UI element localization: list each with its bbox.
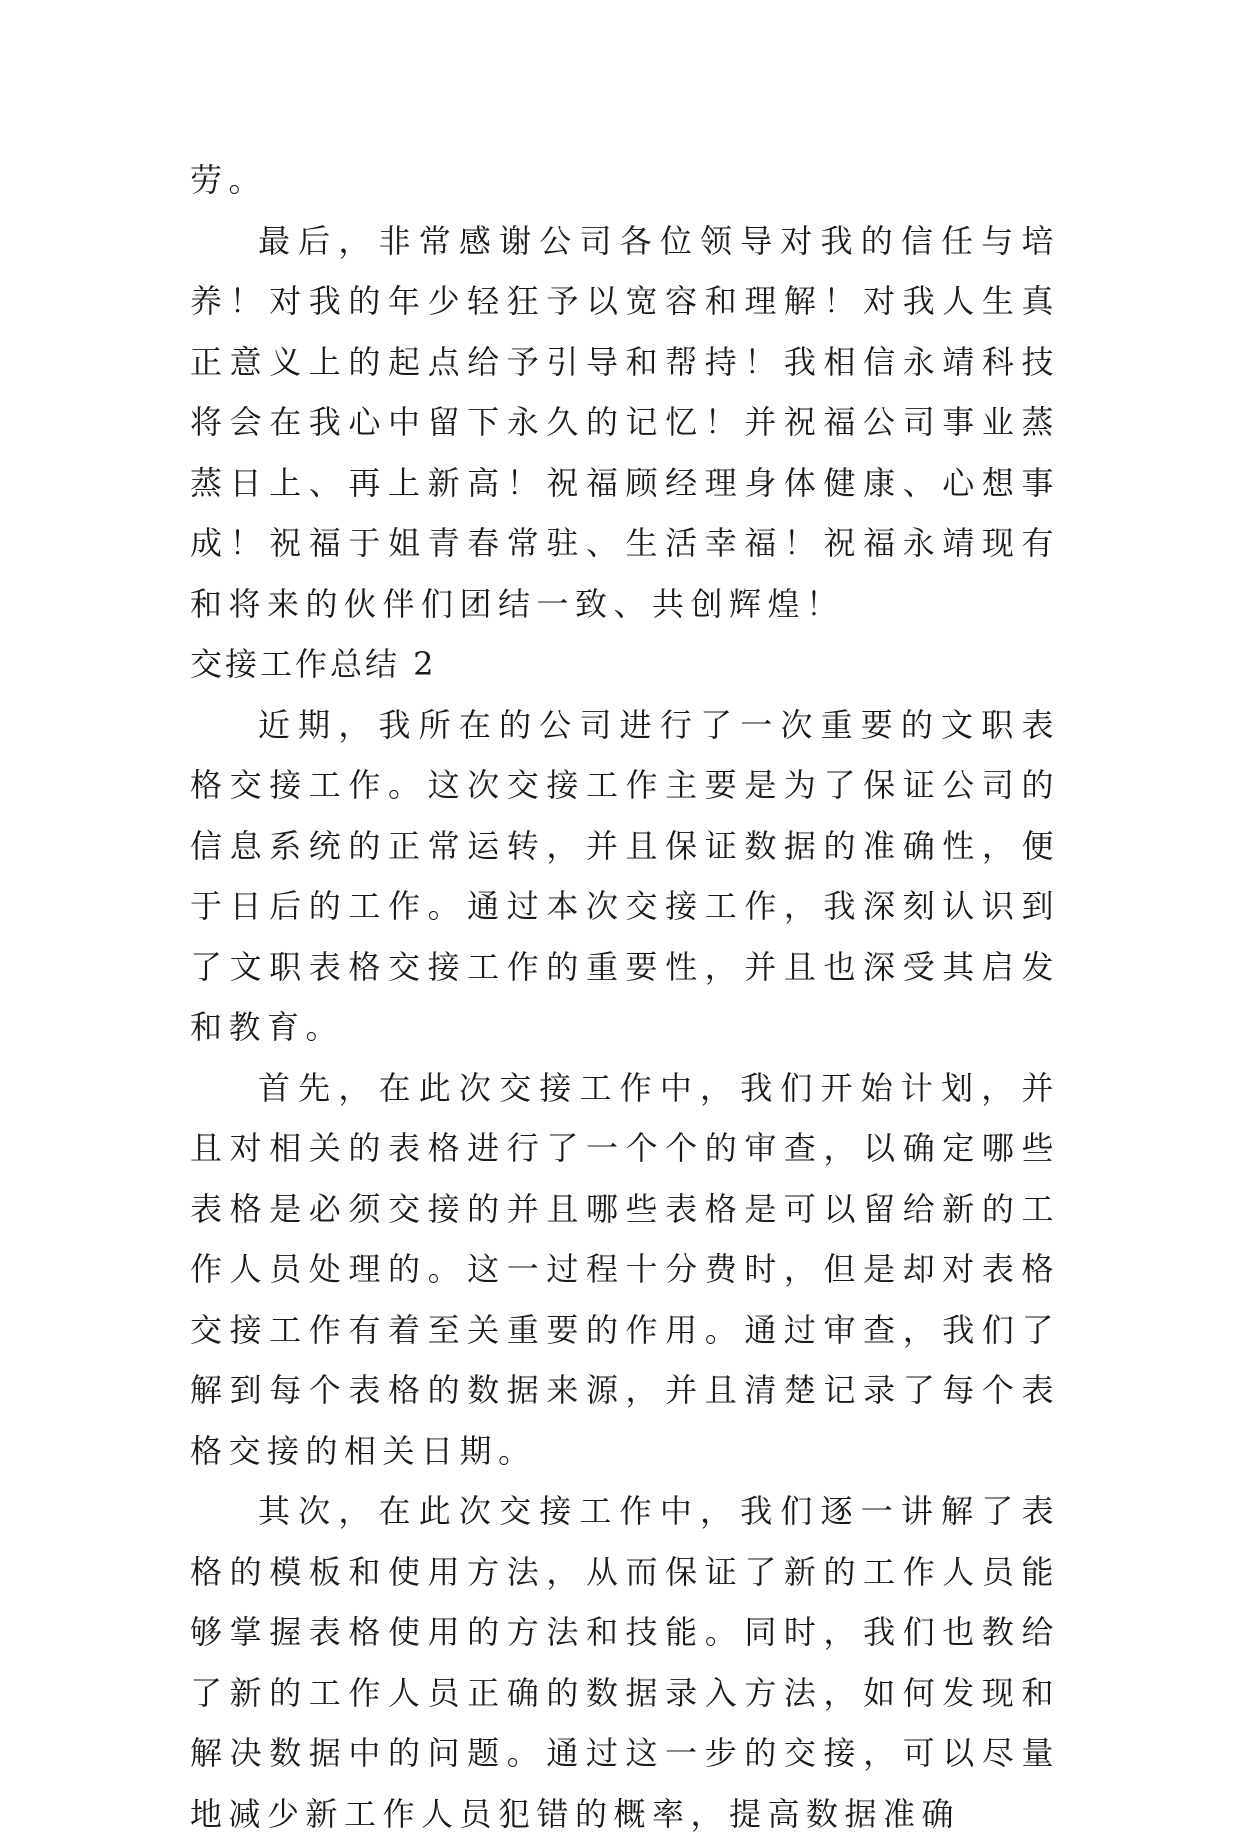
paragraph-first: 首先，在此次交接工作中，我们开始计划，并且对相关的表格进行了一个个的审查，以确定哪些表格是必须交接的并且哪些表格是可以留给新的工作人员处理的。这一过程十分费时，但是却对表格交接工作有着至关重要的作用。通过审查，我们了解到每个表格的数据来源，并且清楚记录了每个表格交接的相关日期。 <box>190 1068 1060 1470</box>
paragraph-intro: 近期，我所在的公司进行了一次重要的文职表格交接工作。这次交接工作主要是为了保证公司的信息系统的正常运转，并且保证数据的准确性，便于日后的工作。通过本次交接工作，我深刻认识到了文职表格交接工作的重要性，并且也深受其启发和教育。 <box>190 705 1060 1046</box>
paragraph-closing-fragment: 劳。 <box>190 161 268 199</box>
document-body <box>190 150 1060 1844</box>
section-title: 交接工作总结 2 <box>190 645 437 683</box>
paragraph-second: 其次，在此次交接工作中，我们逐一讲解了表格的模板和使用方法，从而保证了新的工作人员能够掌握表格使用的方法和技能。同时，我们也教给了新的工作人员正确的数据录入方法，如何发现和解决数据中的问题。通过这一步的交接，可以尽量地减少新工作人员犯错的概率，提高数据准确 <box>190 1492 1060 1833</box>
paragraph-thanks: 最后，非常感谢公司各位领导对我的信任与培养！对我的年少轻狂予以宽容和理解！对我人生真正意义上的起点给予引导和帮持！我相信永靖科技将会在我心中留下永久的记忆！并祝福公司事业蒸蒸日上、再上新高！祝福顾经理身体健康、心想事成！祝福于姐青春常驻、生活幸福！祝福永靖现有和将来的伙伴们团结一致、共创辉煌！ <box>190 221 1060 623</box>
